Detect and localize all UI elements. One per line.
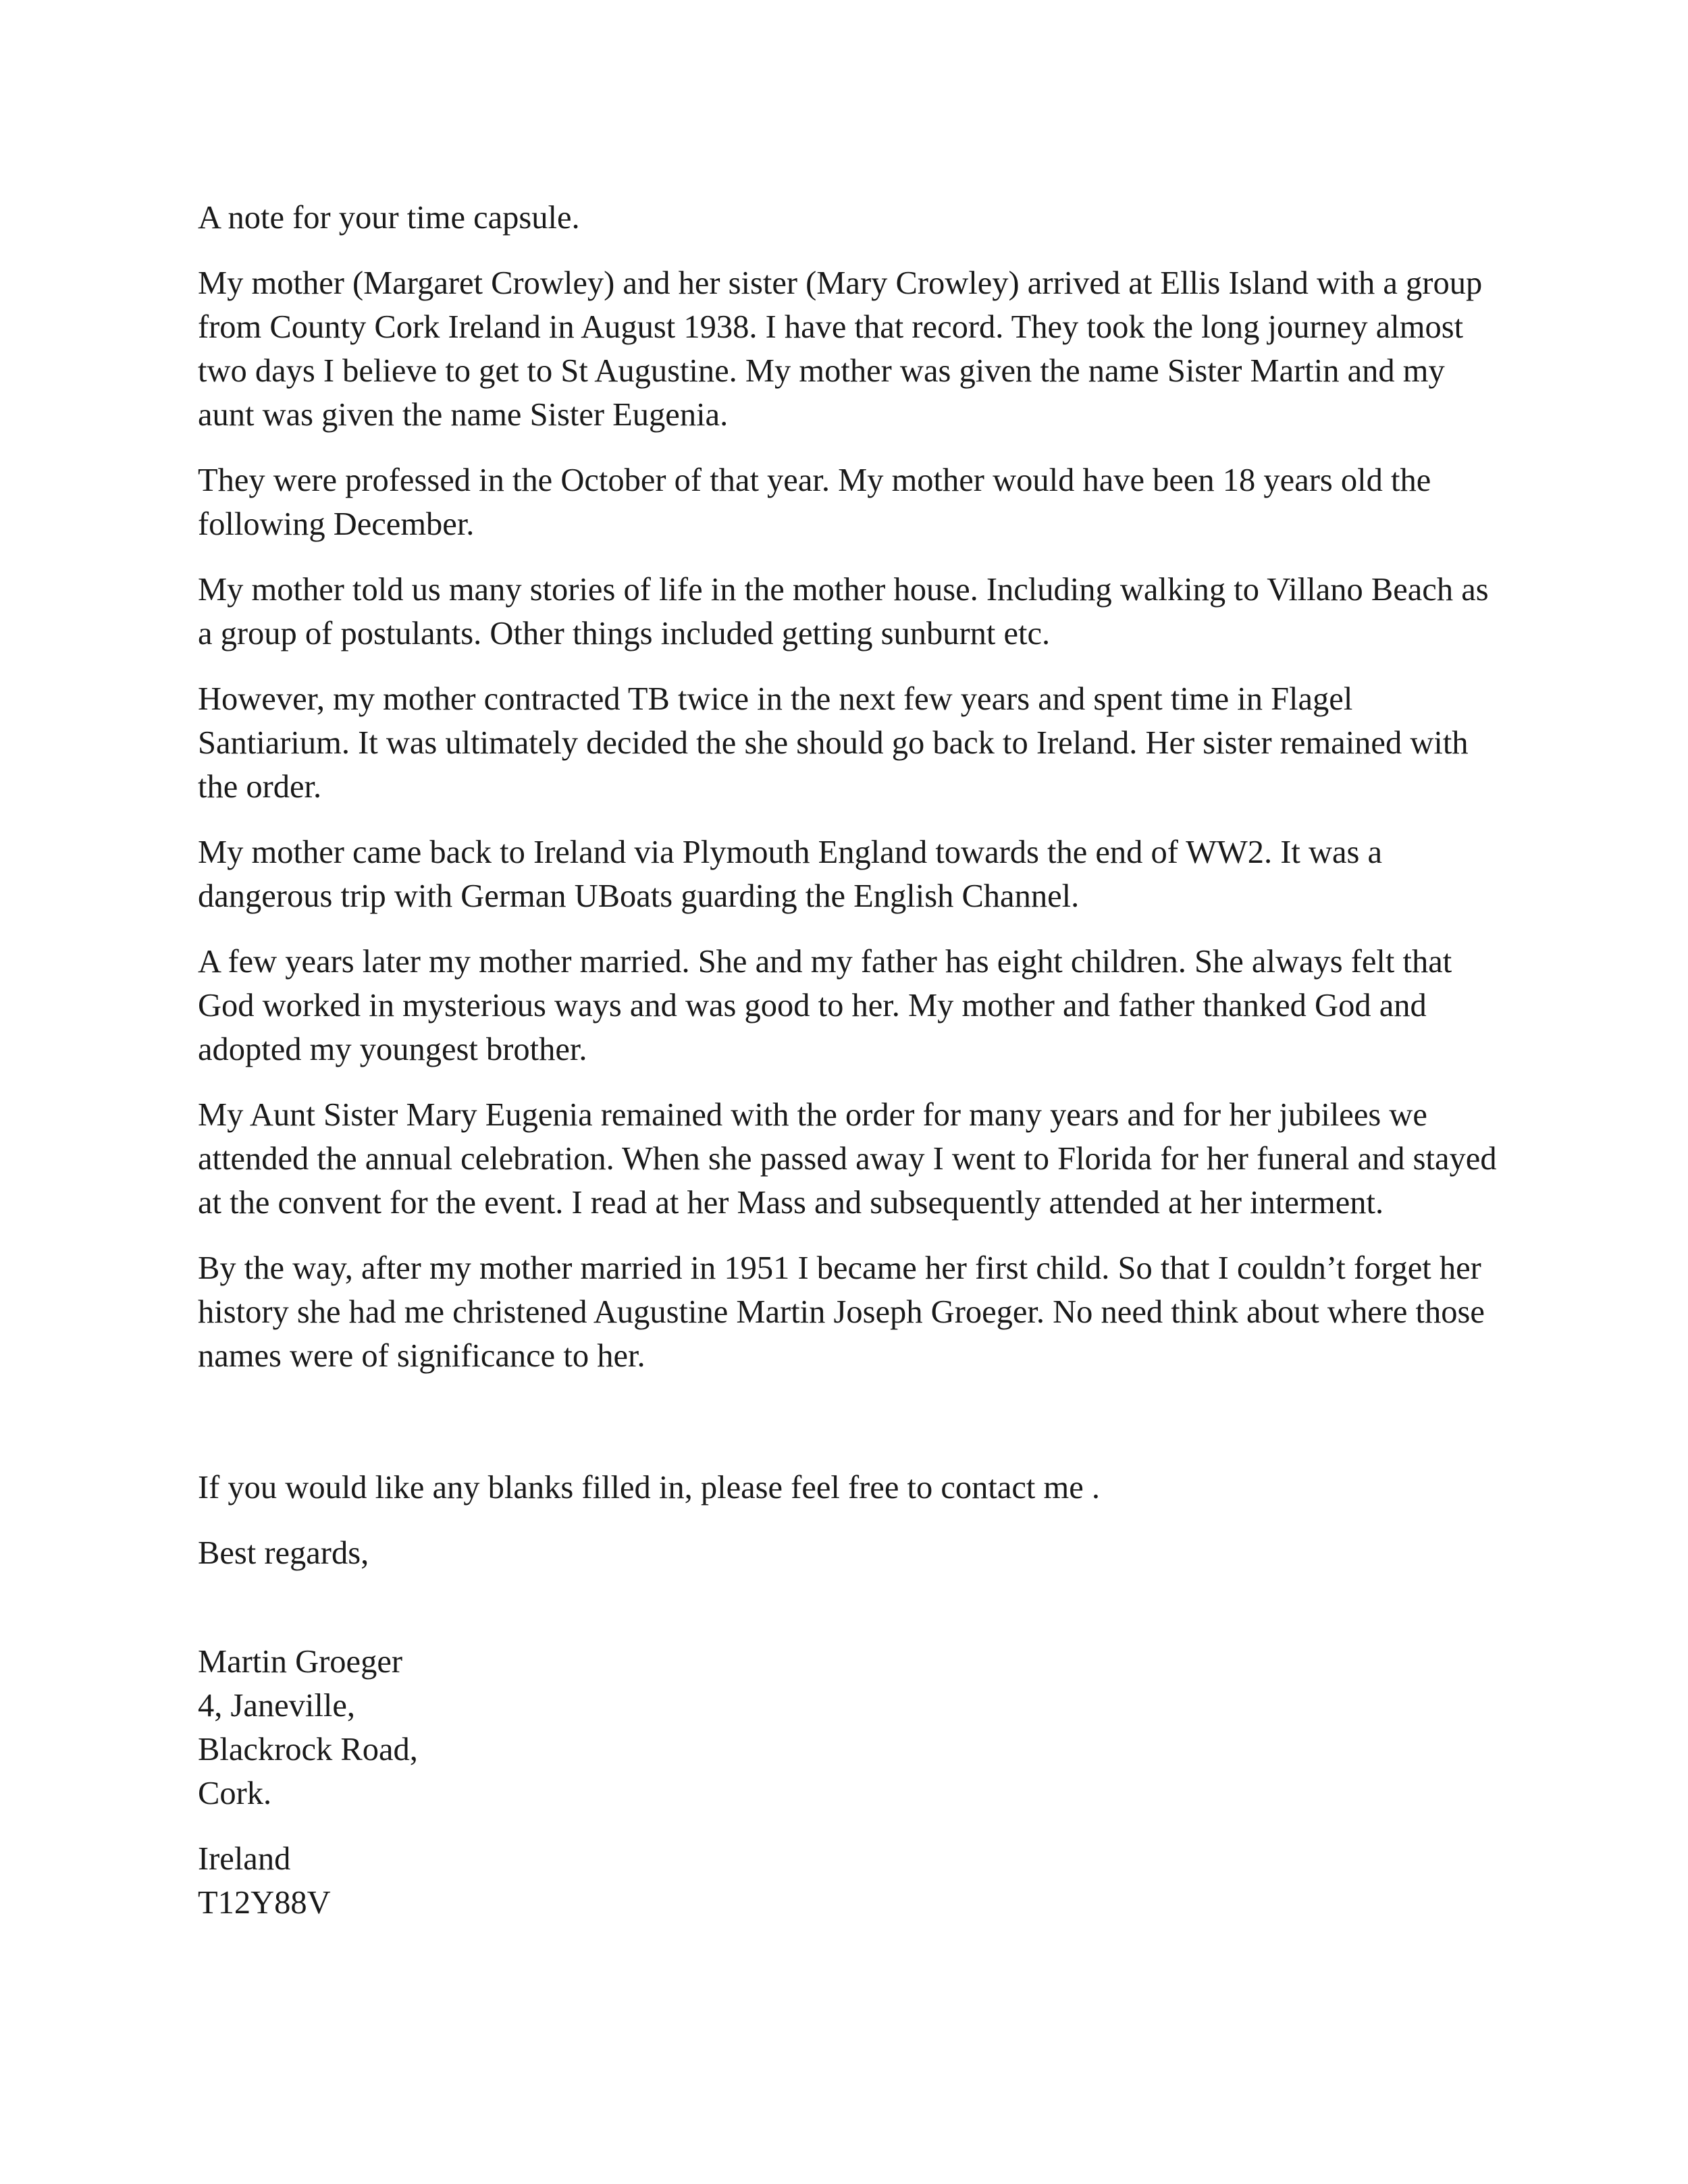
- address-postcode: T12Y88V: [198, 1885, 331, 1921]
- signature-name: Martin Groeger: [198, 1644, 403, 1680]
- paragraph-marriage: A few years later my mother married. She and my father has eight children. She always felt that God worked in mysterious ways and was good to her. My mother and father thanked God and adopted my youngest brother.: [198, 944, 1452, 1067]
- contact-line: If you would like any blanks filled in, please feel free to contact me .: [198, 1470, 1100, 1506]
- address-country: Ireland: [198, 1841, 291, 1877]
- paragraph-aunt: My Aunt Sister Mary Eugenia remained with the order for many years and for her jubilees we attended the annual celebration. When she passed away I went to Florida for her funeral and stayed at the convent for the event. I read at her Mass and subsequently attended at her interment.: [198, 1097, 1497, 1221]
- opening-line: A note for your time capsule.: [198, 200, 580, 236]
- address-city: Cork.: [198, 1776, 272, 1811]
- closing-line: Best regards,: [198, 1535, 369, 1571]
- paragraph-tb: However, my mother contracted TB twice in the next few years and spent time in Flagel Santiarium. It was ultimately decided the she should go back to Ireland. Her sister remained with the order.: [198, 681, 1469, 805]
- address-line-1: 4, Janeville,: [198, 1688, 356, 1724]
- signature-block: [198, 1640, 1501, 1815]
- paragraph-stories: My mother told us many stories of life in the mother house. Including walking to Villano Beach as a group of postulants. Other things included getting sunburnt etc.: [198, 572, 1489, 651]
- letter-body: [198, 196, 1501, 1946]
- paragraph-name: By the way, after my mother married in 1951 I became her first child. So that I couldn’t forget her history she had me christened Augustine Martin Joseph Groeger. No need think about where those names were of significance to her.: [198, 1250, 1485, 1374]
- paragraph-return: My mother came back to Ireland via Plymouth England towards the end of WW2. It was a dangerous trip with German UBoats guarding the English Channel.: [198, 834, 1383, 914]
- country-block: [198, 1837, 1501, 1925]
- paragraph-arrival: My mother (Margaret Crowley) and her sister (Mary Crowley) arrived at Ellis Island with a group from County Cork Ireland in August 1938. I have that record. They took the long journey almost two days I believe to get to St Augustine. My mother was given the name Sister Martin and my aunt was given the name Sister Eugenia.: [198, 265, 1483, 433]
- spacer: [198, 1400, 1501, 1466]
- paragraph-professed: They were professed in the October of that year. My mother would have been 18 years old the following December.: [198, 462, 1431, 542]
- address-line-2: Blackrock Road,: [198, 1732, 418, 1767]
- spacer: [198, 1597, 1501, 1640]
